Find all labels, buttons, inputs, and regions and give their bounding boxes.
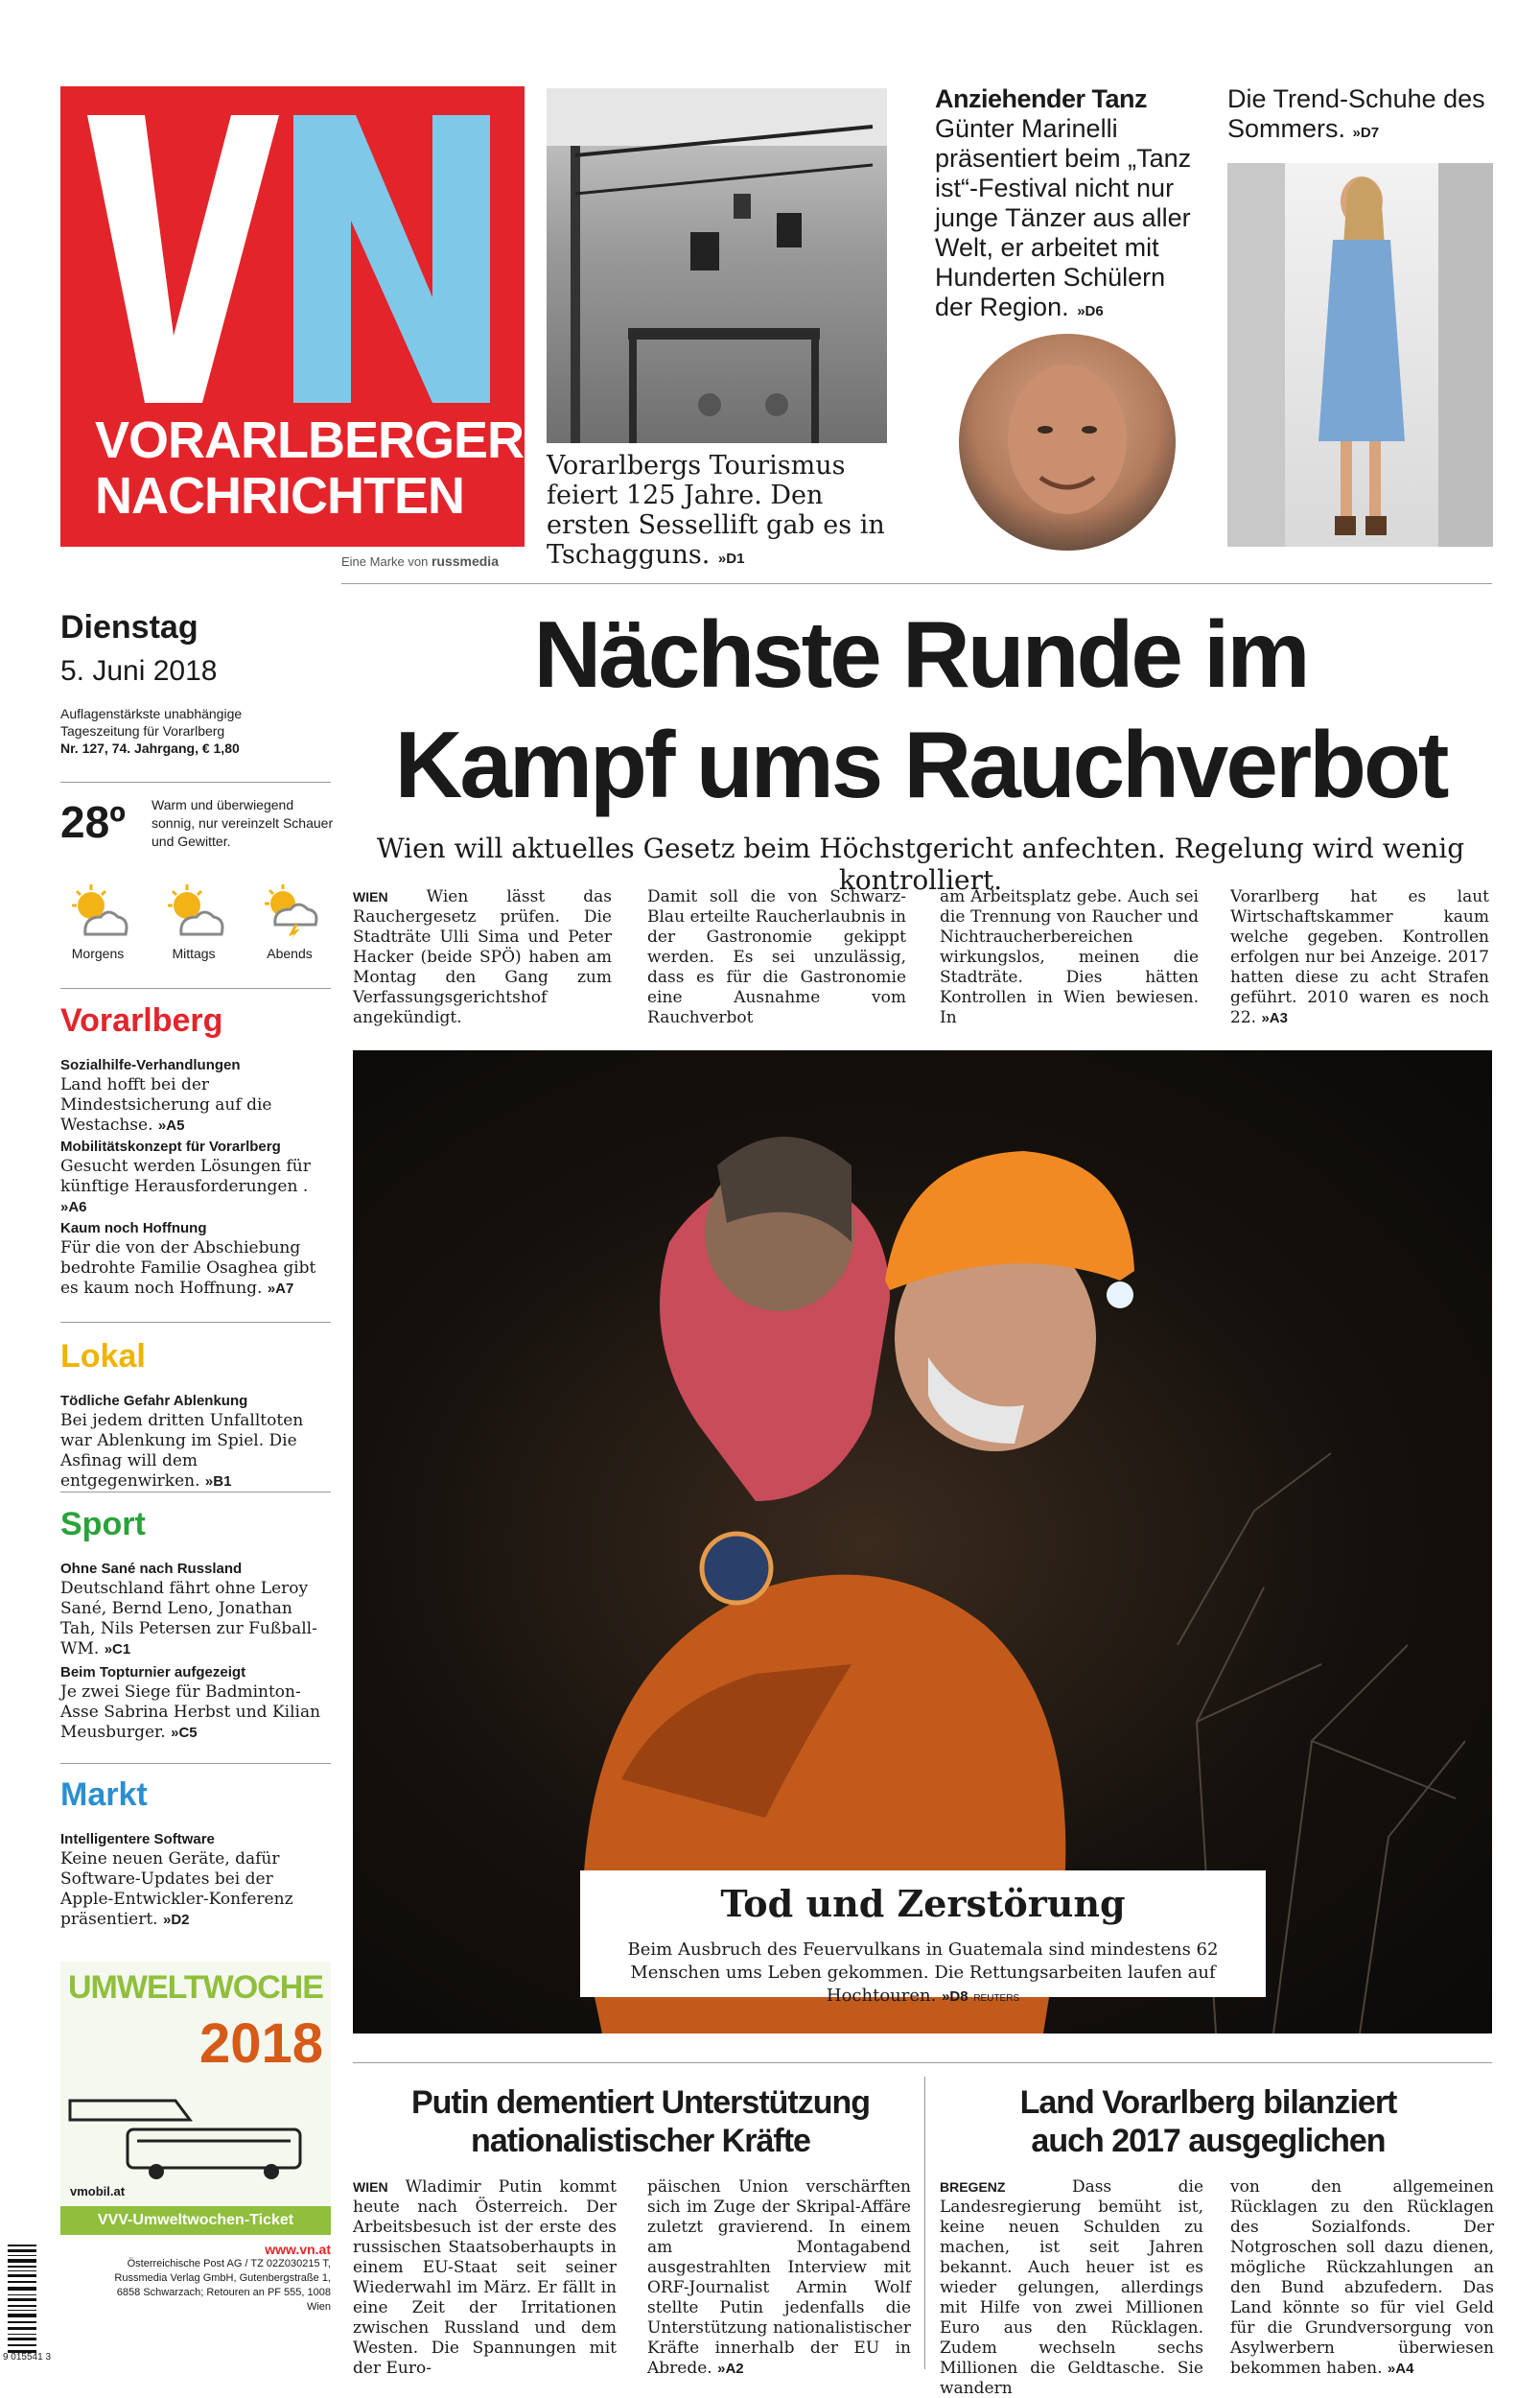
brief-text: Keine neuen Geräte, dafür Software-Updates bei der Apple-Entwickler-Konferenz präsentiert. (60, 1849, 293, 1929)
lead-col2 (647, 887, 906, 1028)
edition-info-line3: Nr. 127, 74. Jahrgang, € 1,80 (60, 741, 240, 756)
photo-caption-title: Tod und Zerstörung (720, 1882, 1126, 1925)
dance-teaser-text: Günter Marinelli präsentiert beim „Tanz ist“-Festival nicht nur junge Tänzer aus aller Welt, er arbeitet mit Hunderten Schülern der Region. (935, 114, 1192, 321)
shoes-teaser-text: Die Trend-Schuhe des Sommers. (1227, 84, 1485, 143)
sun-thunder-icon (256, 882, 323, 940)
brief-sozialhilfe[interactable] (60, 1055, 331, 1136)
brief-ref[interactable]: »C5 (171, 1725, 198, 1741)
imprint-line1: Österreichische Post AG / TZ 02Z030215 T, (127, 2258, 331, 2269)
brief-ref[interactable]: »D2 (162, 1912, 190, 1928)
putin-dateline: WIEN (353, 2179, 388, 2195)
putin-headline-line1: Putin dementiert Unterstützung (410, 2084, 871, 2121)
tourism-teaser-ref[interactable]: »D1 (717, 551, 745, 567)
photo-credit: REUTERS (973, 1993, 1020, 2004)
budget-col1 (940, 2177, 1203, 2398)
portrait-face-icon (959, 334, 1176, 551)
edition-info-line1: Auflagenstärkste unabhängige (60, 706, 243, 721)
imprint (96, 2243, 331, 2315)
section-vorarlberg-title[interactable]: Vorarlberg (60, 1002, 223, 1039)
brief-head: Sozialhilfe-Verhandlungen (60, 1057, 241, 1073)
brief-text: Land hofft bei der Mindestsicherung auf die Westachse. (60, 1075, 272, 1135)
dancer-portrait[interactable] (959, 334, 1176, 551)
sun-cloud-icon (64, 882, 131, 940)
chairlift-photo[interactable] (547, 88, 887, 443)
lead-col4-text: Vorarlberg hat es laut Wirtschaftskammer kaum welche gegeben. Kontrollen erfolgen nur bei Anzeige. 2017 hatten diese zu acht Strafen geführt. 2010 waren es noch 22. (1230, 887, 1489, 1027)
section-markt-title[interactable]: Markt (60, 1776, 148, 1813)
brief-text: Deutschland fährt ohne Leroy Sané, Bernd Leno, Jonathan Tah, Nils Petersen zur Fußball-WM. (60, 1579, 317, 1658)
weather-temp: 28º (60, 797, 126, 847)
section-sport-title[interactable]: Sport (60, 1506, 146, 1542)
putin-col2-text: päischen Union verschärften sich im Zuge der Skripal-Affäre zuletzt gravierend. In einem am Montagabend ausgestrahlten Interview mit ORF-Journalist Armin Wolf stellte Putin jedenfalls die Unterstützung nationalistischer Kräfte innerhalb der EU in Abrede. (647, 2177, 911, 2378)
weather-evening (242, 882, 338, 961)
lead-col3-text: am Arbeitsplatz gebe. Auch sei die Trennung von Raucher und Nichtraucherbereichen wirkungslos, meinen die Stadträte. Dies hätten Kontrollen in Wien bewiesen. In (940, 887, 1199, 1027)
ad-year: 2018 (198, 2012, 323, 2075)
budget-dateline: BREGENZ (940, 2179, 1006, 2195)
ad-ticket-bar[interactable]: VVV-Umweltwochen-Ticket (60, 2206, 331, 2235)
weather-text: Warm und überwiegend sonnig, nur vereinzelt Schauer und Gewitter. (152, 797, 334, 849)
barcode-number: 9 015541 3 (2, 2352, 52, 2363)
photo-caption-ref[interactable]: »D8 (942, 1988, 968, 2005)
edition-info-line2: Tageszeitung für Vorarlberg (60, 723, 225, 739)
edition-info (60, 705, 329, 757)
budget-headline-line1: Land Vorarlberg bilanziert (1019, 2084, 1397, 2121)
brief-ref[interactable]: »A7 (267, 1281, 294, 1297)
weather-midday-label: Mittags (172, 946, 216, 961)
lead-subhead: Wien will aktuelles Gesetz beim Höchstgericht anfechten. Regelung wird wenig kontrolliert. (376, 833, 1465, 896)
vn-logo-icon (87, 115, 500, 412)
brief-text: Gesucht werden Lösungen für künftige Herausforderungen . (60, 1157, 311, 1196)
brief-text: Bei jedem dritten Unfalltoten war Ablenkung im Spiel. Die Asfinag will dem entgegenwirken. (60, 1411, 304, 1491)
sun-cloud-icon (160, 882, 227, 940)
photo-caption-text: Beim Ausbruch des Feuervulkans in Guatemala sind mindestens 62 Menschen ums Leben gekommen. Die Rettungsarbeiten laufen auf Hochtouren. (627, 1940, 1219, 2006)
lead-col1 (353, 887, 612, 1028)
lead-headline-line1: Nächste Runde im (533, 601, 1308, 707)
shoes-teaser[interactable] (1227, 84, 1501, 148)
budget-headline-line2: auch 2017 ausgeglichen (1031, 2123, 1386, 2159)
brief-head: Ohne Sané nach Russland (60, 1561, 243, 1577)
brief-ref[interactable]: »A6 (60, 1199, 87, 1215)
tourism-teaser[interactable] (547, 451, 892, 574)
masthead-name-line2: NACHRICHTEN (95, 467, 464, 525)
ad-site[interactable]: vmobil.at (70, 2184, 126, 2198)
brief-sane[interactable] (60, 1559, 331, 1659)
model-illustration (1227, 163, 1493, 547)
chairlift-illustration (547, 88, 887, 443)
weather-morning (50, 882, 146, 961)
brief-ref[interactable]: »B1 (204, 1473, 232, 1490)
dance-teaser-ref[interactable]: »D6 (1077, 303, 1104, 319)
edition-date: 5. Juni 2018 (60, 655, 218, 687)
masthead-logo[interactable] (60, 86, 525, 547)
imprint-line2: Russmedia Verlag GmbH, Gutenbergstraße 1, (114, 2272, 331, 2284)
weather-midday (146, 882, 242, 961)
brief-hoffnung[interactable] (60, 1218, 331, 1299)
brief-badminton[interactable] (60, 1662, 331, 1743)
brief-head: Mobilitätskonzept für Vorarlberg (60, 1139, 281, 1155)
putin-col1 (353, 2177, 617, 2379)
brief-ref[interactable]: »A5 (157, 1117, 185, 1134)
brief-head: Beim Topturnier aufgezeigt (60, 1664, 246, 1681)
imprint-line3: 6858 Schwarzach; Retouren an PF 555, 1008 Wien (116, 2287, 331, 2313)
budget-col2 (1230, 2177, 1494, 2379)
ad-title: UMWELTWOCHE (68, 1969, 323, 2006)
dance-teaser-title: Anziehender Tanz (935, 84, 1148, 113)
putin-headline-line2: nationalistischer Kräfte (471, 2123, 810, 2159)
weather-morning-label: Morgens (71, 946, 125, 961)
imprint-web[interactable]: www.vn.at (265, 2242, 331, 2257)
lead-col3 (940, 887, 1199, 1028)
budget-col1-text: Dass die Landesregierung bemüht ist, keine neuen Schulden zu machen, ist seit Jahren bekannt. Auch heuer ist es wieder gelungen, allerdings mit Hilfe von zwei Millionen Euro aus den Rücklagen. Zudem wechseln sechs Millionen die Geldtasche. Sie wandern (940, 2177, 1204, 2398)
brief-ablenkung[interactable] (60, 1391, 331, 1492)
weather-evening-label: Abends (267, 946, 313, 961)
lead-col1-text: Wien lässt das Rauchergesetz prüfen. Die Stadträte Ulli Sima und Peter Hacker (beide SPÖ) haben am Montag den Gang zum Verfassungsgerichtshof angekündigt. (353, 887, 612, 1027)
brief-head: Intelligentere Software (60, 1831, 215, 1847)
brief-text: Für die von der Abschiebung bedrohte Familie Osaghea gibt es kaum noch Hoffnung. (60, 1238, 316, 1298)
putin-ref[interactable]: »A2 (717, 2361, 744, 2377)
budget-col2-text: von den allgemeinen Rücklagen zu den Rücklagen des Sozialfonds. Der Notgroschen soll dazu dienen, mögliche Rückzahlungen an den Bund abzufedern. Das Land könnte so für viel Geld für die Grundversorgung von Asylwerbern überwiesen bekommen haben. (1230, 2177, 1494, 2378)
lead-col4 (1230, 887, 1489, 1028)
budget-headline[interactable] (921, 2083, 1496, 2160)
lead-headline[interactable] (350, 600, 1491, 820)
brief-ref[interactable]: »C1 (104, 1641, 131, 1657)
lead-col2-text: Damit soll die von Schwarz-Blau erteilte Raucherlaubnis in der Gastronomie gekippt werden. Es sei unzulässig, dass es für die Gastronomie eine Ausnahme vom Rauchverbot (647, 887, 906, 1027)
bus-train-icon (60, 2081, 331, 2187)
putin-headline[interactable] (353, 2083, 928, 2160)
brief-head: Kaum noch Hoffnung (60, 1220, 207, 1236)
photo-caption[interactable] (580, 1870, 1266, 2006)
brief-head: Tödliche Gefahr Ablenkung (60, 1393, 248, 1409)
masthead-name-line1: VORARLBERGER (95, 411, 525, 469)
brief-mobilitaet[interactable] (60, 1137, 331, 1217)
lead-dateline: WIEN (353, 889, 388, 905)
brief-text: Je zwei Siege für Badminton-Asse Sabrina Herbst und Kilian Meusburger. (60, 1682, 321, 1742)
dance-teaser[interactable] (935, 84, 1205, 326)
putin-col1-text: Wladimir Putin kommt heute nach Österreich. Der Arbeitsbesuch ist der erste des russischen Staatsoberhaupts in einem EU-Staat seit seiner Wiederwahl im März. Er fällt in eine Zeit der Irritationen zwischen Russland und dem Westen. Die Spannungen mit der Euro- (353, 2177, 617, 2378)
putin-col2 (647, 2177, 911, 2379)
section-lokal-title[interactable]: Lokal (60, 1338, 146, 1375)
barcode (2, 2245, 52, 2363)
lead-ref[interactable]: »A3 (1261, 1010, 1288, 1026)
brand-line (341, 553, 499, 569)
umweltwoche-ad[interactable] (60, 1962, 331, 2235)
tourism-teaser-text: Vorarlbergs Tourismus feiert 125 Jahre. Den ersten Sessellift gab es in Tschagguns. (547, 451, 885, 570)
budget-ref[interactable]: »A4 (1387, 2361, 1414, 2377)
brief-software[interactable] (60, 1829, 331, 1930)
brand-prefix: Eine Marke von (341, 554, 429, 569)
shoes-photo[interactable] (1227, 163, 1493, 547)
lead-headline-line2: Kampf ums Rauchverbot (394, 712, 1447, 817)
brand-name: russmedia (431, 553, 499, 569)
barcode-icon (8, 2245, 44, 2355)
shoes-teaser-ref[interactable]: »D7 (1352, 125, 1380, 141)
edition-day: Dienstag (60, 609, 198, 646)
